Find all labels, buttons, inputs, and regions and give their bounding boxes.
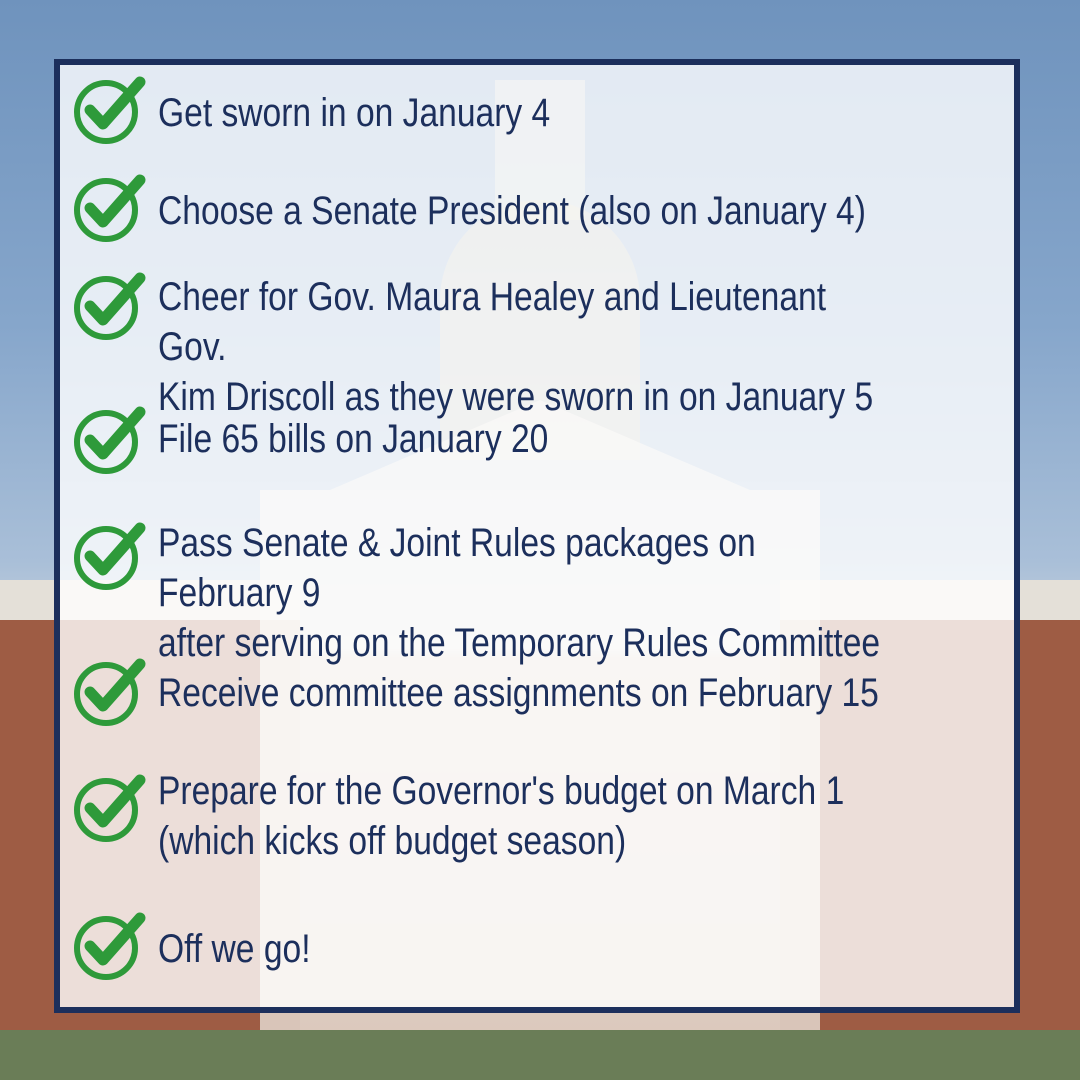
- checklist-item: [70, 402, 549, 478]
- checklist-item-text: Off we go!: [158, 927, 311, 971]
- check-circle-icon: [70, 268, 146, 344]
- checklist-item: [70, 769, 845, 863]
- checklist-item-text: Prepare for the Governor's budget on March 1 (which kicks off budget season): [158, 769, 845, 863]
- checklist-item: [70, 908, 311, 984]
- check-circle-icon: [70, 170, 146, 246]
- checklist-item: [70, 654, 879, 730]
- checklist-item: [70, 170, 866, 246]
- check-circle-icon: [70, 402, 146, 478]
- checklist-item: [70, 268, 874, 419]
- check-circle-icon: [70, 518, 146, 594]
- checklist-item-text: Receive committee assignments on February 15: [158, 671, 879, 715]
- check-circle-icon: [70, 770, 146, 846]
- check-circle-icon: [70, 908, 146, 984]
- checklist-item: [70, 518, 881, 665]
- check-circle-icon: [70, 654, 146, 730]
- checklist-item-text: Get sworn in on January 4: [158, 91, 551, 135]
- checklist-item-text: Choose a Senate President (also on January 4): [158, 189, 866, 233]
- checklist-item: [70, 72, 551, 148]
- checklist-item-text: Pass Senate & Joint Rules packages on February 9 after serving on the Temporary Rules Committee: [158, 521, 881, 665]
- check-circle-icon: [70, 72, 146, 148]
- checklist-item-text: File 65 bills on January 20: [158, 417, 549, 461]
- ground: [0, 1030, 1080, 1080]
- checklist-item-text: Cheer for Gov. Maura Healey and Lieutenant Gov. Kim Driscoll as they were sworn in on January 5: [158, 275, 874, 419]
